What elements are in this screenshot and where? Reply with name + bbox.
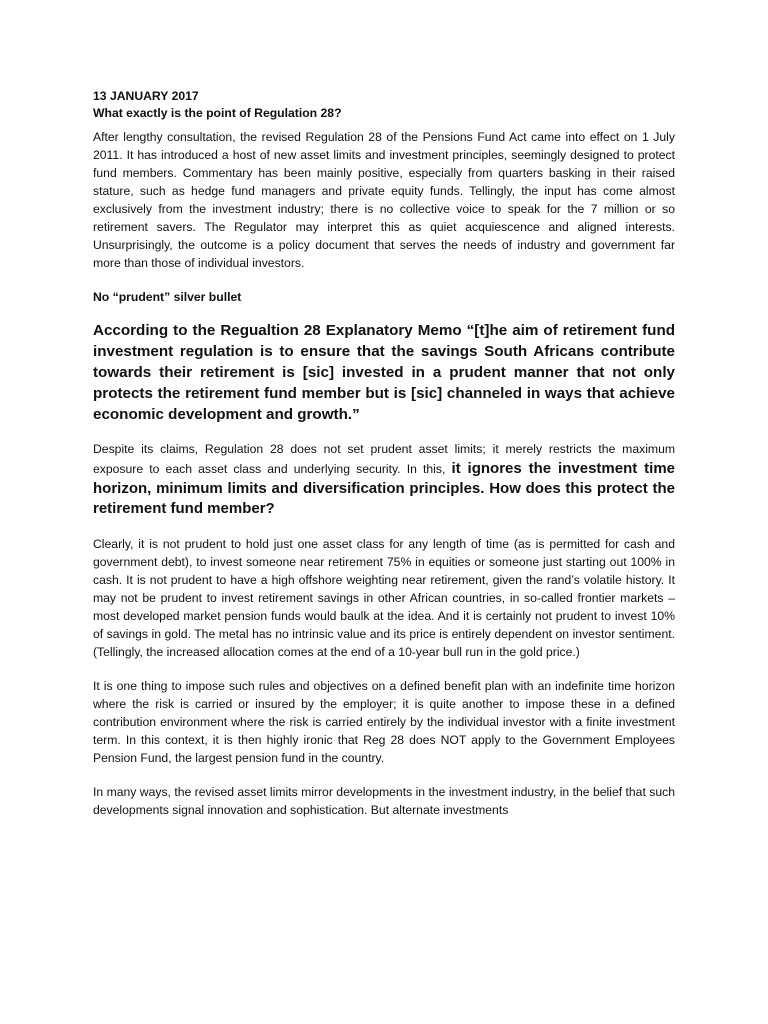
paragraph-intro: After lengthy consultation, the revised Regulation 28 of the Pensions Fund Act came into effect on 1 July 2011. It has introduced a host of new asset limits and investment principles, seemingly designed to protect fund members. Commentary has been mainly positive, especially from quarters basking in their raised stature, such as hedge fund managers and private equity funds. Tellingly, the input has come almost exclusively from the investment industry; there is no collective voice to speak for the 7 million or so retirement savers. The Regulator may interpret this as quiet acquiescence and aligned interests. Unsurprisingly, the outcome is a policy document that serves the needs of industry and government far more than those of individual investors. <box>93 130 675 270</box>
paragraph-prudent-limits-emphasis: it ignores the investment time horizon, minimum limits and diversification principles. How does this protect the retirement fund member? <box>93 460 675 517</box>
paragraph-prudent-limits <box>93 439 675 519</box>
explanatory-memo-quote: According to the Regualtion 28 Explanatory Memo “[t]he aim of retirement fund investment regulation is to ensure that the savings South Africans contribute towards their retirement is [sic] invested in a prudent manner that not only protects the retirement fund member but is [sic] channeled in ways that achieve economic development and growth.” <box>93 322 675 423</box>
paragraph-prudent-limits-text: Despite its claims, Regulation 28 does not set prudent asset limits; it merely restricts the maximum exposure to each asset class and underlying security. In this, <box>93 442 675 476</box>
document-date: 13 JANUARY 2017 <box>93 89 199 103</box>
document-title: What exactly is the point of Regulation 28? <box>93 106 342 120</box>
paragraph-defined-benefit: It is one thing to impose such rules and objectives on a defined benefit plan with an indefinite time horizon where the risk is carried or insured by the employer; it is quite another to impose these in a defined contribution environment where the risk is carried entirely by the individual investor with a finite investment term. In this context, it is then highly ironic that Reg 28 does NOT apply to the Government Employees Pension Fund, the largest pension fund in the country. <box>93 679 675 765</box>
paragraph-asset-classes: Clearly, it is not prudent to hold just one asset class for any length of time (as is permitted for cash and government debt), to invest someone near retirement 75% in equities or someone just starting out 100% in cash. It is not prudent to have a high offshore weighting near retirement, given the rand’s volatile history. It may not be prudent to invest retirement savings in other African countries, in so-called frontier markets – most developed market pension funds would baulk at the idea. And it is certainly not prudent to invest 10% of savings in gold. The metal has no intrinsic value and its price is entirely dependent on investor sentiment. (Tellingly, the increased allocation comes at the end of a 10-year bull run in the gold price.) <box>93 537 675 659</box>
paragraph-asset-limits: In many ways, the revised asset limits mirror developments in the investment industry, in the belief that such developments signal innovation and sophistication. But alternate investments <box>93 785 675 817</box>
document-body <box>93 88 675 835</box>
section-subheading: No “prudent” silver bullet <box>93 290 242 304</box>
